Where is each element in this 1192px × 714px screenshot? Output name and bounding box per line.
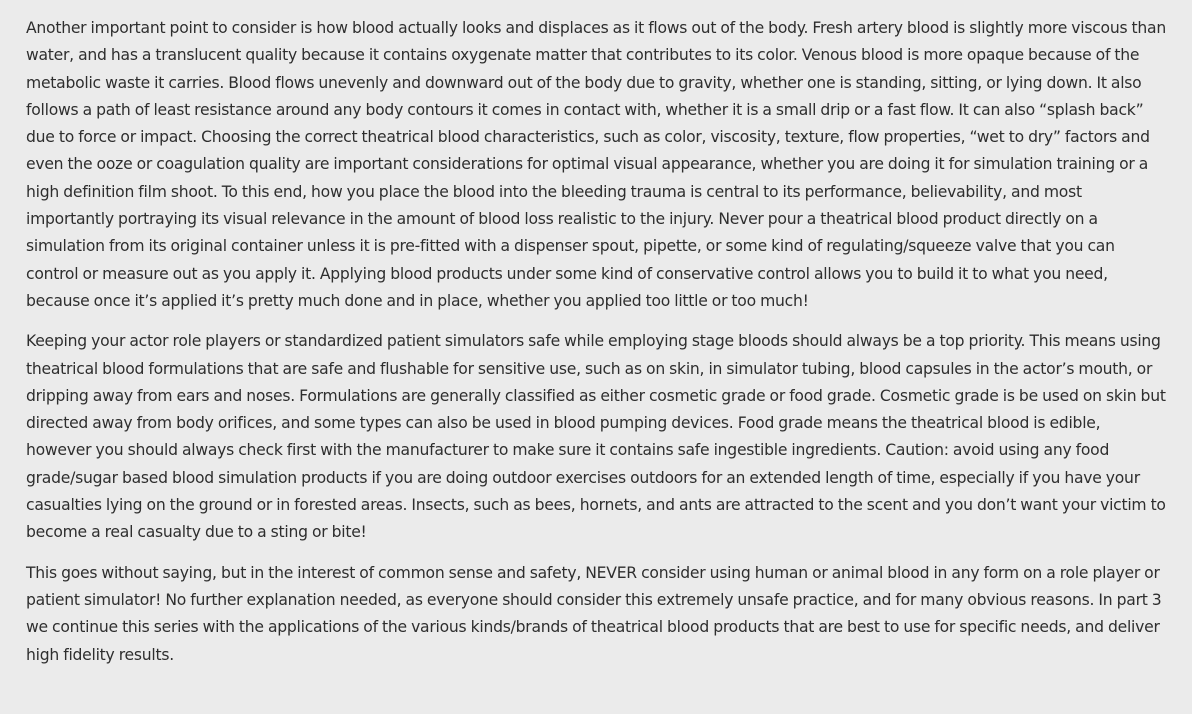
paragraph-safety: Keeping your actor role players or standardized patient simulators safe while employing stage bloods should always be a top priority. This means using theatrical blood formulations that are safe and flushable for sensitive use, such as on skin, in simulator tubing, blood capsules in the actor’s mouth, or dripping away from ears and noses. Formulations are generally classified as either cosmetic grade or food grade. Cosmetic grade is be used on skin but directed away from body orifices, and some types can also be used in blood pumping devices. Food grade means the theatrical blood is edible, however you should always check first with the manufacturer to make sure it contains safe ingestible ingredients. Caution: avoid using any food grade/sugar based blood simulation products if you are doing outdoor exercises outdoors for an extended length of time, especially if you have your casualties lying on the ground or in forested areas. Insects, such as bees, hornets, and ants are attracted to the scent and you don’t want your victim to become a real casualty due to a sting or bite! (26, 332, 1166, 542)
paragraph-blood-appearance: Another important point to consider is how blood actually looks and displaces as it flows out of the body. Fresh artery blood is slightly more viscous than water, and has a translucent quality because it contains oxygenate matter that contributes to its color. Venous blood is more opaque because of the metabolic waste it carries. Blood flows unevenly and downward out of the body due to gravity, whether one is standing, sitting, or lying down. It also follows a path of least resistance around any body contours it comes in contact with, whether it is a small drip or a fast flow. It can also “splash back” due to force or impact. Choosing the correct theatrical blood characteristics, such as color, viscosity, texture, flow properties, “wet to dry” factors and even the ooze or coagulation quality are important considerations for optimal visual appearance, whether you are doing it for simulation training or a high definition film shoot. To this end, how you place the blood into the bleeding trauma is central to its performance, believability, and most importantly portraying its visual relevance in the amount of blood loss realistic to the injury. Never pour a theatrical blood product directly on a simulation from its original container unless it is pre-fitted with a dispenser spout, pipette, or some kind of regulating/squeeze valve that you can control or measure out as you apply it. Applying blood products under some kind of conservative control allows you to build it to what you need, because once it’s applied it’s pretty much done and in place, whether you applied too little or too much! (26, 19, 1166, 310)
paragraph-conclusion: This goes without saying, but in the interest of common sense and safety, NEVER consider using human or animal blood in any form on a role player or patient simulator! No further explanation needed, as everyone should consider this extremely unsafe practice, and for many obvious reasons. In part 3 we continue this series with the applications of the various kinds/brands of theatrical blood products that are best to use for specific needs, and deliver high fidelity results. (26, 563, 1162, 664)
